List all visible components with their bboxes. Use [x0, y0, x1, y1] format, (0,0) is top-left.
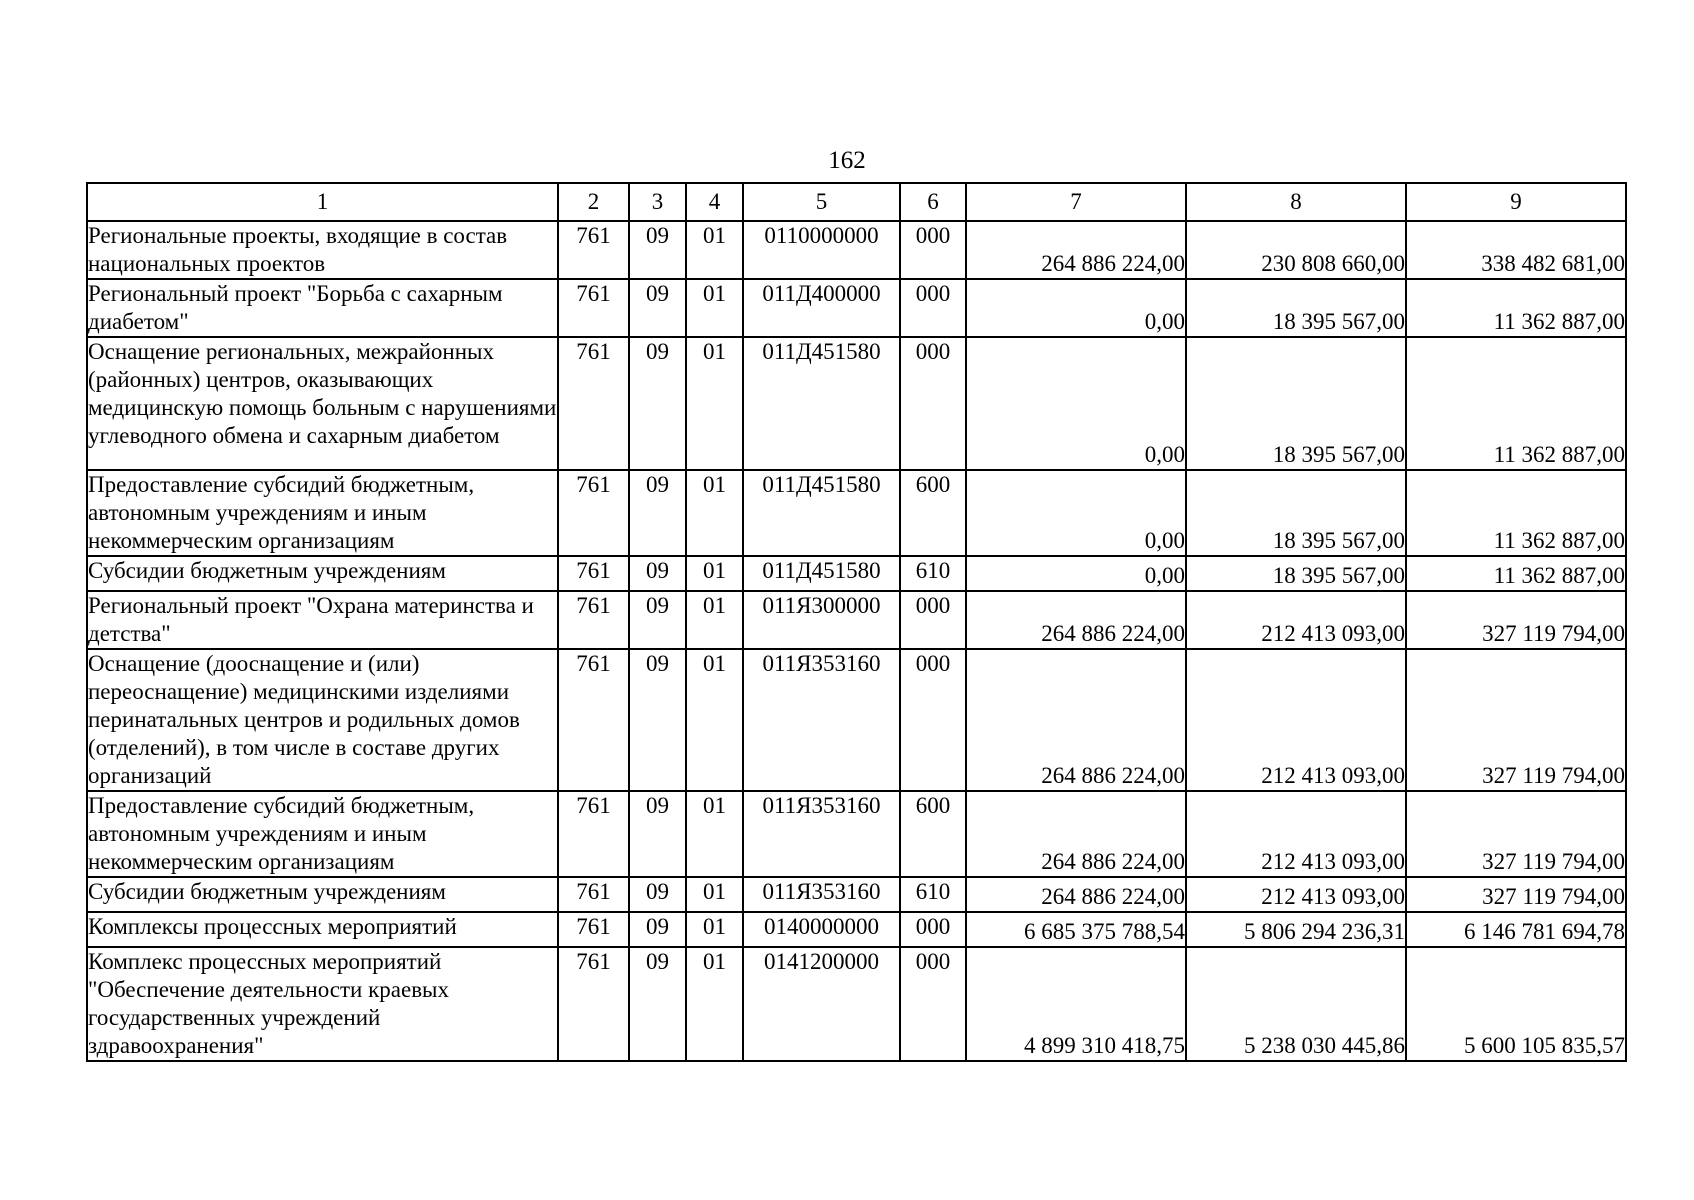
table-row: [87, 591, 1626, 649]
amount-year2-cell: 5 806 294 236,31: [1186, 912, 1406, 947]
admin-code-cell: 761: [558, 877, 629, 912]
row-name-cell: Комплексы процессных мероприятий: [87, 912, 558, 947]
admin-code-cell: 761: [558, 337, 629, 470]
amount-year1-cell: 4 899 310 418,75: [966, 947, 1186, 1061]
header-cell: 1: [87, 183, 558, 221]
admin-code-cell: 761: [558, 947, 629, 1061]
subsection-code-cell: 01: [686, 221, 743, 279]
subsection-code-cell: 01: [686, 912, 743, 947]
expense-type-cell: 000: [900, 912, 966, 947]
amount-year2-cell: 18 395 567,00: [1186, 470, 1406, 556]
section-code-cell: 09: [629, 947, 686, 1061]
table-row: [87, 912, 1626, 947]
admin-code-cell: 761: [558, 649, 629, 791]
expense-type-cell: 600: [900, 791, 966, 877]
table-row: [87, 337, 1626, 470]
header-cell: 4: [686, 183, 743, 221]
target-article-cell: 0141200000: [743, 947, 900, 1061]
target-article-cell: 011Д400000: [743, 279, 900, 337]
target-article-cell: 0140000000: [743, 912, 900, 947]
amount-year2-cell: 230 808 660,00: [1186, 221, 1406, 279]
table-row: [87, 791, 1626, 877]
amount-year1-cell: 264 886 224,00: [966, 649, 1186, 791]
amount-year1-cell: 264 886 224,00: [966, 877, 1186, 912]
amount-year3-cell: 338 482 681,00: [1406, 221, 1626, 279]
amount-year2-cell: 18 395 567,00: [1186, 337, 1406, 470]
amount-year2-cell: 5 238 030 445,86: [1186, 947, 1406, 1061]
section-code-cell: 09: [629, 649, 686, 791]
amount-year1-cell: 0,00: [966, 470, 1186, 556]
expense-type-cell: 000: [900, 649, 966, 791]
budget-table: [86, 182, 1627, 1062]
target-article-cell: 011Д451580: [743, 556, 900, 591]
admin-code-cell: 761: [558, 470, 629, 556]
table-row: [87, 221, 1626, 279]
table-row: [87, 649, 1626, 791]
section-code-cell: 09: [629, 791, 686, 877]
section-code-cell: 09: [629, 221, 686, 279]
expense-type-cell: 000: [900, 279, 966, 337]
table-body: [87, 221, 1626, 1061]
row-name-cell: Предоставление субсидий бюджетным, автономным учреждениям и иным некоммерческим организациям: [87, 470, 558, 556]
admin-code-cell: 761: [558, 791, 629, 877]
subsection-code-cell: 01: [686, 877, 743, 912]
amount-year3-cell: 327 119 794,00: [1406, 591, 1626, 649]
amount-year3-cell: 11 362 887,00: [1406, 279, 1626, 337]
header-cell: 7: [966, 183, 1186, 221]
amount-year3-cell: 5 600 105 835,57: [1406, 947, 1626, 1061]
amount-year1-cell: 6 685 375 788,54: [966, 912, 1186, 947]
amount-year2-cell: 212 413 093,00: [1186, 591, 1406, 649]
target-article-cell: 011Я353160: [743, 791, 900, 877]
table-row: [87, 279, 1626, 337]
section-code-cell: 09: [629, 279, 686, 337]
header-cell: 8: [1186, 183, 1406, 221]
row-name-cell: Предоставление субсидий бюджетным, автономным учреждениям и иным некоммерческим организациям: [87, 791, 558, 877]
subsection-code-cell: 01: [686, 337, 743, 470]
subsection-code-cell: 01: [686, 470, 743, 556]
subsection-code-cell: 01: [686, 556, 743, 591]
expense-type-cell: 000: [900, 221, 966, 279]
amount-year2-cell: 212 413 093,00: [1186, 791, 1406, 877]
amount-year3-cell: 327 119 794,00: [1406, 877, 1626, 912]
section-code-cell: 09: [629, 912, 686, 947]
admin-code-cell: 761: [558, 912, 629, 947]
admin-code-cell: 761: [558, 221, 629, 279]
amount-year2-cell: 18 395 567,00: [1186, 556, 1406, 591]
table-row: [87, 470, 1626, 556]
amount-year3-cell: 11 362 887,00: [1406, 470, 1626, 556]
row-name-cell: Региональный проект "Борьба с сахарным диабетом": [87, 279, 558, 337]
subsection-code-cell: 01: [686, 591, 743, 649]
subsection-code-cell: 01: [686, 947, 743, 1061]
amount-year3-cell: 11 362 887,00: [1406, 337, 1626, 470]
amount-year3-cell: 6 146 781 694,78: [1406, 912, 1626, 947]
amount-year1-cell: 0,00: [966, 337, 1186, 470]
subsection-code-cell: 01: [686, 279, 743, 337]
expense-type-cell: 000: [900, 591, 966, 649]
row-name-cell: Региональный проект "Охрана материнства и детства": [87, 591, 558, 649]
amount-year1-cell: 264 886 224,00: [966, 221, 1186, 279]
admin-code-cell: 761: [558, 279, 629, 337]
section-code-cell: 09: [629, 337, 686, 470]
section-code-cell: 09: [629, 877, 686, 912]
admin-code-cell: 761: [558, 591, 629, 649]
target-article-cell: 011Я353160: [743, 877, 900, 912]
section-code-cell: 09: [629, 470, 686, 556]
amount-year2-cell: 212 413 093,00: [1186, 877, 1406, 912]
header-cell: 6: [900, 183, 966, 221]
target-article-cell: 011Д451580: [743, 470, 900, 556]
amount-year1-cell: 264 886 224,00: [966, 591, 1186, 649]
admin-code-cell: 761: [558, 556, 629, 591]
page-number: 162: [828, 147, 866, 174]
section-code-cell: 09: [629, 556, 686, 591]
row-name-cell: Оснащение (дооснащение и (или) переоснащение) медицинскими изделиями перинатальных центров и родильных домов (отделений), в том числе в составе других организаций: [87, 649, 558, 791]
amount-year1-cell: 0,00: [966, 556, 1186, 591]
header-cell: 3: [629, 183, 686, 221]
row-name-cell: Комплекс процессных мероприятий "Обеспечение деятельности краевых государственных учреждений здравоохранения": [87, 947, 558, 1061]
expense-type-cell: 000: [900, 947, 966, 1061]
target-article-cell: 011Д451580: [743, 337, 900, 470]
row-name-cell: Субсидии бюджетным учреждениям: [87, 877, 558, 912]
amount-year3-cell: 327 119 794,00: [1406, 649, 1626, 791]
row-name-cell: Субсидии бюджетным учреждениям: [87, 556, 558, 591]
expense-type-cell: 610: [900, 556, 966, 591]
table-row: [87, 556, 1626, 591]
expense-type-cell: 000: [900, 337, 966, 470]
table-row: [87, 947, 1626, 1061]
amount-year2-cell: 18 395 567,00: [1186, 279, 1406, 337]
target-article-cell: 011Я300000: [743, 591, 900, 649]
header-cell: 5: [743, 183, 900, 221]
expense-type-cell: 600: [900, 470, 966, 556]
expense-type-cell: 610: [900, 877, 966, 912]
target-article-cell: 0110000000: [743, 221, 900, 279]
amount-year1-cell: 264 886 224,00: [966, 791, 1186, 877]
amount-year3-cell: 11 362 887,00: [1406, 556, 1626, 591]
table-header: [87, 183, 1626, 221]
row-name-cell: Оснащение региональных, межрайонных (районных) центров, оказывающих медицинскую помощь больным с нарушениями углеводного обмена и сахарным диабетом: [87, 337, 558, 470]
row-name-cell: Региональные проекты, входящие в состав национальных проектов: [87, 221, 558, 279]
amount-year1-cell: 0,00: [966, 279, 1186, 337]
section-code-cell: 09: [629, 591, 686, 649]
subsection-code-cell: 01: [686, 649, 743, 791]
header-cell: 9: [1406, 183, 1626, 221]
target-article-cell: 011Я353160: [743, 649, 900, 791]
header-row: [87, 183, 1626, 221]
subsection-code-cell: 01: [686, 791, 743, 877]
header-cell: 2: [558, 183, 629, 221]
amount-year3-cell: 327 119 794,00: [1406, 791, 1626, 877]
table-row: [87, 877, 1626, 912]
amount-year2-cell: 212 413 093,00: [1186, 649, 1406, 791]
